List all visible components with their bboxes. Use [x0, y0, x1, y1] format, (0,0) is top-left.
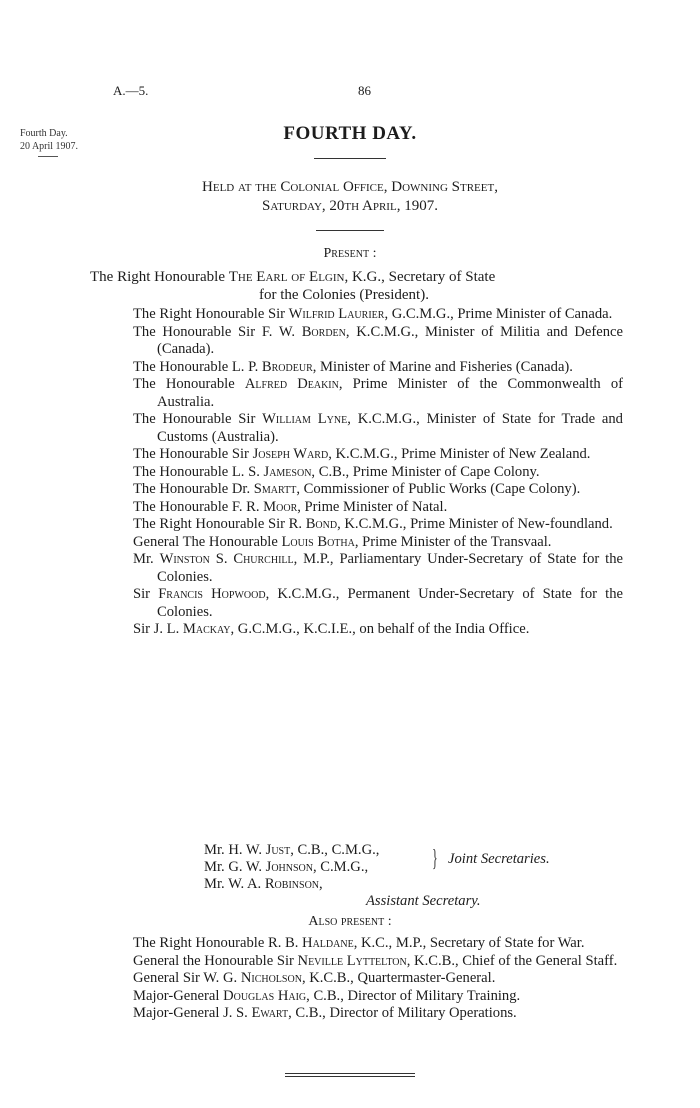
present-heading: Present : — [323, 246, 377, 261]
meeting-date-line: Saturday, 20th April, 1907. — [262, 198, 438, 214]
margin-note-day: Fourth Day. — [20, 128, 68, 139]
meeting-venue-line: Held at the Colonial Office, Downing Street, — [202, 179, 498, 195]
end-divider — [285, 1073, 415, 1074]
member-entry: The Right Honourable Sir Wilfrid Laurier, G.C.M.G., Prime Minister of Canada. — [133, 306, 613, 322]
member-entry: The Honourable Sir F. W. Borden, K.C.M.G., Minister of Militia and Defence (Canada). — [133, 323, 623, 357]
also-present-entry: General Sir W. G. Nicholson, K.C.B., Quartermaster-General. — [133, 970, 496, 986]
margin-note-rule — [38, 156, 58, 157]
member-entry: The Honourable L. P. Brodeur, Minister of Marine and Fisheries (Canada). — [133, 358, 573, 375]
member-entry: The Honourable Alfred Deakin, Prime Minister of the Commonwealth of Australia. — [133, 376, 623, 410]
venue-divider — [316, 230, 384, 231]
joint-secretaries-names — [204, 842, 379, 876]
end-divider-second — [285, 1076, 415, 1077]
member-entry: The Honourable Dr. Smartt, Commissioner of Public Works (Cape Colony). — [133, 481, 581, 497]
secretary-entry: Mr. H. W. Just, C.B., C.M.G., — [204, 842, 380, 858]
also-present-entry: Major-General Douglas Haig, C.B., Director of Military Training. — [133, 987, 521, 1004]
member-entry: The Right Honourable Sir R. Bond, K.C.M.G., Prime Minister of New-foundland. — [133, 516, 613, 532]
right-brace-icon: } — [432, 846, 438, 872]
assistant-secretary-label: Assistant Secretary. — [366, 893, 481, 909]
also-present-entry: The Right Honourable R. B. Haldane, K.C., M.P., Secretary of State for War. — [133, 935, 585, 951]
assistant-secretary-name: Mr. W. A. Robinson, — [204, 876, 323, 892]
member-entry: The Honourable Sir William Lyne, K.C.M.G., Minister of State for Trade and Customs (Australia). — [133, 411, 623, 445]
title-divider — [314, 158, 386, 159]
margin-note-date: 20 April 1907. — [20, 141, 79, 152]
member-entry: Mr. Winston S. Churchill, M.P., Parliamentary Under-Secretary of State for the Colonies. — [133, 551, 624, 585]
joint-secretaries-label: Joint Secretaries. — [448, 851, 550, 867]
members-list — [133, 306, 623, 639]
member-entry: General The Honourable Louis Botha, Prime Minister of the Transvaal. — [133, 533, 552, 550]
page-title: FOURTH DAY. — [283, 123, 417, 144]
page-number: 86 — [358, 83, 371, 98]
meeting-venue — [0, 178, 700, 216]
also-present-entry: General the Honourable Sir Neville Lyttelton, K.C.B., Chief of the General Staff. — [133, 952, 618, 969]
president-entry: The Right Honourable The Earl of Elgin, K.G., Secretary of State for the Colonies (President). — [90, 269, 496, 303]
member-entry: The Honourable Sir Joseph Ward, K.C.M.G., Prime Minister of New Zealand. — [133, 446, 591, 462]
member-entry: The Honourable L. S. Jameson, C.B., Prime Minister of Cape Colony. — [133, 463, 540, 480]
also-present-heading: Also present : — [308, 914, 392, 929]
member-entry: Sir Francis Hopwood, K.C.M.G., Permanent Under-Secretary of State for the Colonies. — [133, 586, 623, 620]
also-present-list — [133, 935, 625, 1023]
also-present-entry: Major-General J. S. Ewart, C.B., Director of Military Operations. — [133, 1005, 517, 1021]
member-entry: The Honourable F. R. Moor, Prime Minister of Natal. — [133, 498, 448, 515]
document-reference: A.—5. — [113, 83, 149, 98]
secretary-entry: Mr. G. W. Johnson, C.M.G., — [204, 859, 369, 875]
member-entry: Sir J. L. Mackay, G.C.M.G., K.C.I.E., on behalf of the India Office. — [133, 621, 530, 637]
